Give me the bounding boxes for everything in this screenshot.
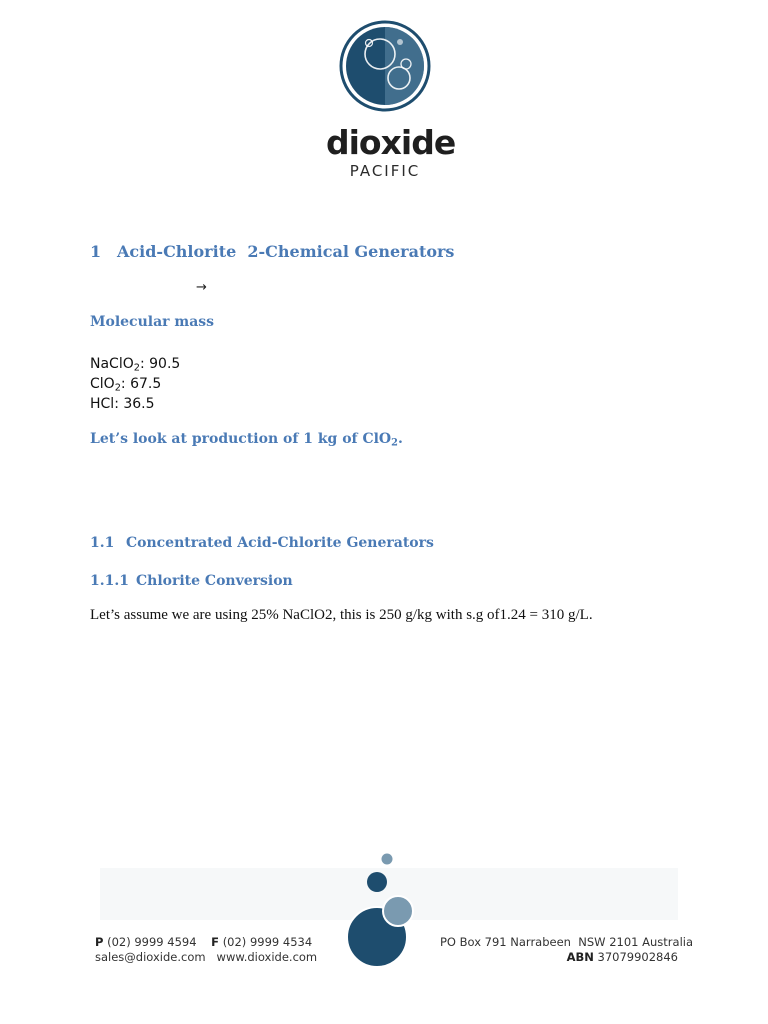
logo-subtitle: PACIFIC	[349, 162, 421, 180]
footer-email[interactable]: sales@dioxide.com	[95, 950, 206, 964]
section-1-1-heading	[90, 535, 434, 551]
footer-bubbles-icon	[340, 850, 420, 975]
footer-postal-address: PO Box 791 Narrabeen NSW 2101 Australia	[440, 935, 693, 949]
footer-address: PO Box 791 Narrabeen NSW 2101 Australia ABN 37079902846	[440, 935, 693, 964]
molecular-mass-list	[90, 354, 180, 414]
reaction-arrow: →	[196, 280, 207, 295]
section-1-1-1-heading	[90, 573, 293, 589]
footer-website[interactable]: www.dioxide.com	[216, 950, 318, 964]
section-title: Concentrated Acid-Chlorite Generators	[126, 535, 434, 551]
footer-fax: (02) 9999 4534	[222, 935, 313, 949]
production-heading: Let’s look at production of 1 kg of ClO$_2$.	[90, 431, 403, 449]
section-title: Chlorite Conversion	[136, 573, 293, 589]
footer-contact: P (02) 9999 4594 F (02) 9999 4534 sales@dioxide.com www.dioxide.com	[95, 935, 318, 964]
heading-1	[90, 242, 454, 261]
molecular-mass-label: Molecular mass	[90, 314, 215, 330]
logo-wordmark: dioxide	[326, 123, 456, 162]
body-paragraph: Let’s assume we are using 25% NaClO2, this is 250 g/kg with s.g of1.24 = 310 g/L.	[90, 607, 593, 623]
footer-phone: (02) 9999 4594	[107, 935, 197, 949]
list-item: ClO$_2$: 67.5	[90, 376, 162, 394]
heading-1-number: 1	[90, 242, 102, 261]
heading-1-title: Acid-Chlorite 2-Chemical Generators	[117, 242, 455, 261]
dioxide-pacific-logo	[326, 18, 456, 180]
section-number: 1.1	[90, 535, 115, 551]
bubbles-logo-icon	[326, 18, 444, 118]
section-number: 1.1.1	[90, 573, 129, 589]
list-item: HCl: 36.5	[90, 396, 155, 412]
footer-abn: 37079902846	[597, 950, 678, 964]
list-item: NaClO$_2$: 90.5	[90, 356, 181, 374]
